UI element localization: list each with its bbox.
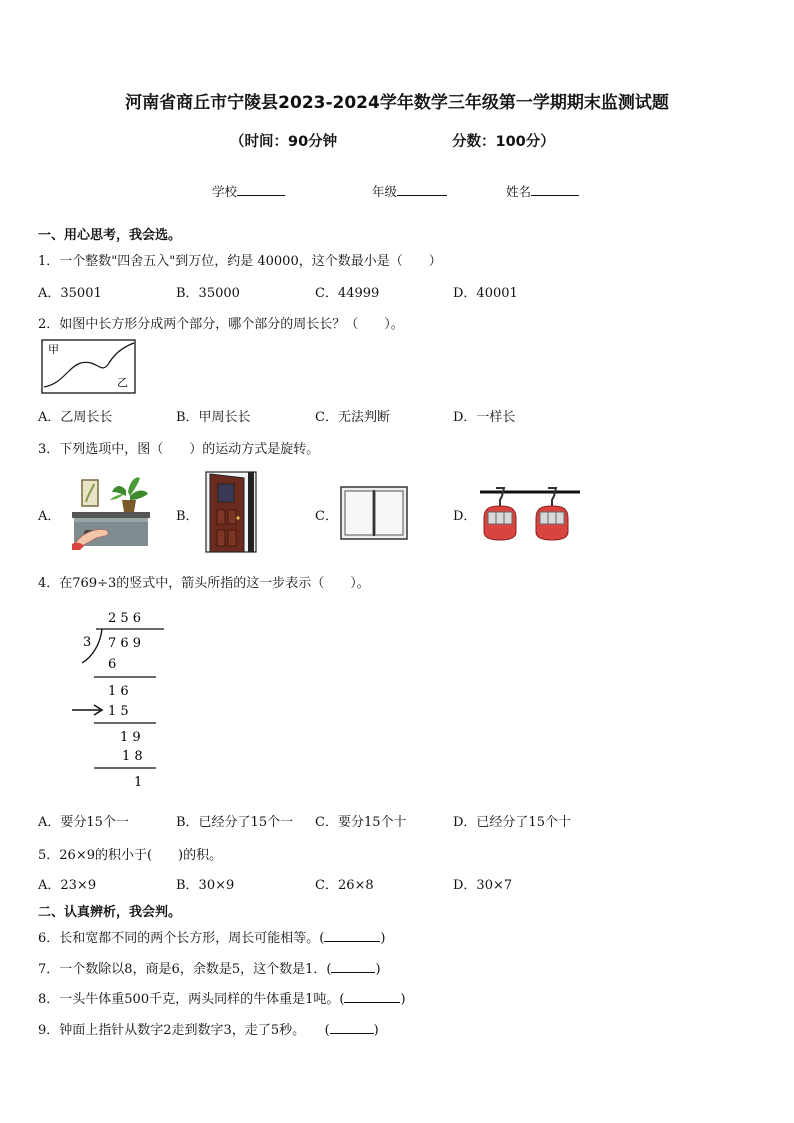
- q4-option-a[interactable]: A．要分15个一: [38, 815, 129, 830]
- cable-car-icon: [478, 484, 582, 544]
- question-9: [38, 1019, 379, 1038]
- division-step-1: 6: [108, 657, 117, 672]
- exam-score: 分数：100分）: [452, 134, 555, 150]
- drawer-pulling-icon: [70, 472, 152, 550]
- region-jia-label: 甲: [48, 343, 59, 356]
- question-8: [38, 988, 406, 1007]
- question-2: 2．如图中长方形分成两个部分，哪个部分的周长长？（ ）。: [38, 317, 404, 332]
- division-divisor: 3: [83, 635, 92, 650]
- question-4: 4．在769÷3的竖式中，箭头所指的这一步表示（ ）。: [38, 576, 370, 591]
- q5-option-b[interactable]: B．30×9: [176, 878, 235, 893]
- division-dividend: 7 6 9: [108, 636, 142, 651]
- school-field: [212, 182, 285, 200]
- question-6: [38, 927, 385, 946]
- q3-option-b[interactable]: B．: [176, 509, 199, 524]
- question-7: [38, 958, 381, 977]
- name-field: [506, 182, 579, 200]
- q2-option-a[interactable]: A．乙周长长: [38, 410, 113, 425]
- q1-option-a[interactable]: A．35001: [38, 286, 102, 301]
- name-label: 姓名: [506, 184, 532, 199]
- q1-option-d[interactable]: D．40001: [453, 286, 518, 301]
- q1-option-b[interactable]: B．35000: [176, 286, 240, 301]
- question-1: 1．一个整数"四舍五入"到万位，约是 40000，这个数最小是（ ）: [38, 254, 442, 269]
- division-quotient: 2 5 6: [108, 611, 142, 626]
- question-7-close: ): [375, 962, 381, 977]
- q3-option-a[interactable]: A．: [38, 509, 61, 524]
- window-icon: [340, 486, 408, 540]
- q4-option-d[interactable]: D．已经分了15个十: [453, 815, 571, 830]
- q3-option-c[interactable]: C．: [315, 509, 338, 524]
- q2-option-c[interactable]: C．无法判断: [315, 410, 390, 425]
- question-3: 3．下列选项中，图（ ）的运动方式是旋转。: [38, 442, 320, 457]
- school-blank[interactable]: [237, 183, 285, 196]
- question-6-close: ): [380, 931, 386, 946]
- name-blank[interactable]: [531, 183, 579, 196]
- region-yi-label: 乙: [117, 376, 128, 389]
- section-1-heading: 一、用心思考，我会选。: [38, 228, 182, 243]
- grade-blank[interactable]: [397, 183, 447, 196]
- section-2-heading: 二、认真辨析，我会判。: [38, 905, 182, 920]
- q7-answer-blank[interactable]: [331, 960, 375, 973]
- q5-option-c[interactable]: C．26×8: [315, 878, 374, 893]
- q5-option-a[interactable]: A．23×9: [38, 878, 97, 893]
- q8-answer-blank[interactable]: [344, 990, 400, 1003]
- q5-option-d[interactable]: D．30×7: [453, 878, 513, 893]
- long-division-figure: [66, 605, 176, 795]
- question-9-text: 9．钟面上指针从数字2走到数字3，走了5秒。 (: [38, 1023, 330, 1038]
- question-9-close: ): [373, 1023, 379, 1038]
- question-5: 5．26×9的积小于( )的积。: [38, 848, 223, 863]
- q2-option-d[interactable]: D．一样长: [453, 410, 516, 425]
- page-title: 河南省商丘市宁陵县2023-2024学年数学三年级第一学期期末监测试题: [125, 93, 669, 113]
- question-6-text: 6．长和宽都不同的两个长方形，周长可能相等。(: [38, 931, 325, 946]
- grade-label: 年级: [372, 184, 398, 199]
- q9-answer-blank[interactable]: [330, 1021, 374, 1034]
- q4-option-c[interactable]: C．要分15个十: [315, 815, 407, 830]
- question-8-text: 8．一头牛体重500千克，两头同样的牛体重是1吨。(: [38, 992, 345, 1007]
- q2-option-b[interactable]: B．甲周长长: [176, 410, 251, 425]
- door-icon: [204, 470, 258, 554]
- grade-field: [372, 182, 447, 200]
- rectangle-figure: [41, 339, 137, 395]
- division-step-4: 1 9: [120, 730, 141, 745]
- division-step-5: 1 8: [122, 749, 143, 764]
- q4-option-b[interactable]: B．已经分了15个一: [176, 815, 294, 830]
- q1-option-c[interactable]: C．44999: [315, 286, 380, 301]
- exam-time: （时间：90分钟: [230, 134, 338, 150]
- division-remainder: 1: [134, 775, 143, 790]
- question-7-text: 7．一个数除以8，商是6，余数是5，这个数是1．(: [38, 962, 332, 977]
- division-step-3-arrow-target: 1 5: [108, 704, 129, 719]
- question-8-close: ): [400, 992, 406, 1007]
- division-step-2: 1 6: [108, 684, 129, 699]
- school-label: 学校: [212, 184, 238, 199]
- q6-answer-blank[interactable]: [324, 929, 380, 942]
- q3-option-d[interactable]: D．: [453, 509, 477, 524]
